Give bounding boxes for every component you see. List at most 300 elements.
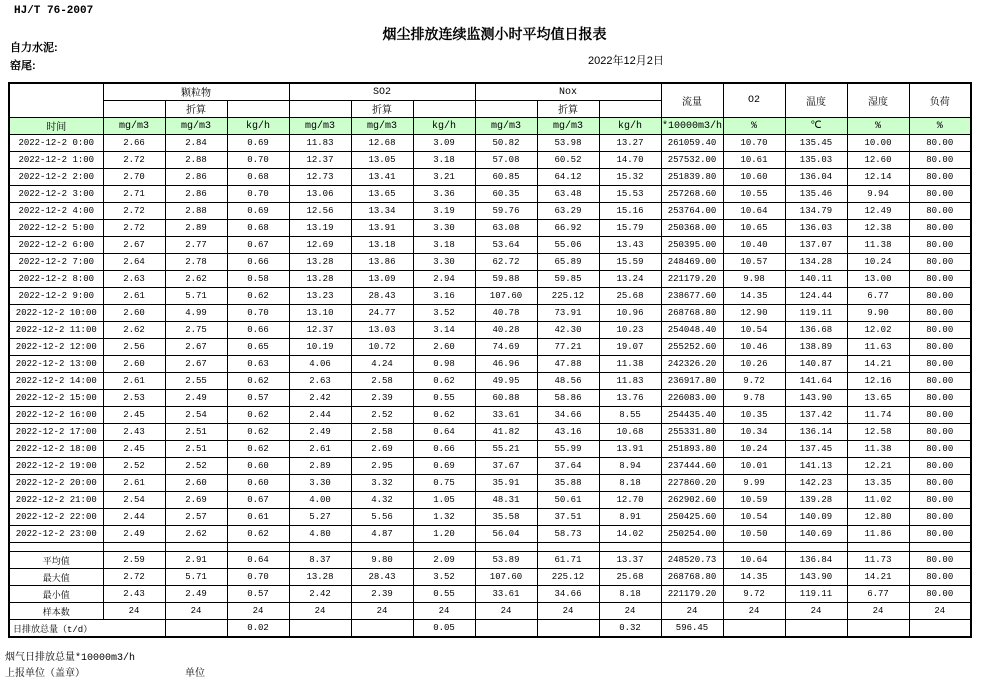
value-cell: 137.45 [785, 441, 847, 458]
value-cell: 251893.80 [661, 441, 723, 458]
value-cell: 2.70 [103, 169, 165, 186]
value-cell: 2.55 [165, 373, 227, 390]
value-cell: 2.52 [351, 407, 413, 424]
value-cell: 3.52 [413, 305, 475, 322]
value-cell: 10.57 [723, 254, 785, 271]
table-row [9, 186, 971, 203]
table-row [9, 152, 971, 169]
cell [103, 101, 165, 118]
value-cell: 2.62 [103, 322, 165, 339]
value-cell: 14.70 [599, 152, 661, 169]
value-cell: 8.18 [599, 586, 661, 603]
unit-cell: kg/h [413, 118, 475, 135]
value-cell: 80.00 [909, 237, 971, 254]
value-cell: 0.68 [227, 169, 289, 186]
value-cell: 141.64 [785, 373, 847, 390]
group-header-nox: Nox [475, 83, 661, 101]
value-cell: 143.90 [785, 569, 847, 586]
value-cell: 0.62 [413, 373, 475, 390]
value-cell: 28.43 [351, 569, 413, 586]
table-row [9, 407, 971, 424]
value-cell [289, 620, 351, 638]
cell [475, 543, 537, 552]
table-row [9, 288, 971, 305]
header-o2: O2 [723, 83, 785, 118]
value-cell: 80.00 [909, 203, 971, 220]
value-cell: 0.57 [227, 390, 289, 407]
value-cell: 135.46 [785, 186, 847, 203]
value-cell: 2.72 [103, 152, 165, 169]
value-cell: 60.85 [475, 169, 537, 186]
time-cell: 2022-12-2 7:00 [9, 254, 103, 271]
value-cell: 11.38 [847, 237, 909, 254]
time-cell: 2022-12-2 20:00 [9, 475, 103, 492]
value-cell: 12.58 [847, 424, 909, 441]
value-cell: 12.14 [847, 169, 909, 186]
table-row [9, 458, 971, 475]
value-cell: 8.37 [289, 552, 351, 569]
value-cell: 2.60 [103, 305, 165, 322]
value-cell: 2.60 [165, 475, 227, 492]
time-cell: 2022-12-2 13:00 [9, 356, 103, 373]
value-cell: 596.45 [661, 620, 723, 638]
value-cell: 0.98 [413, 356, 475, 373]
time-cell: 2022-12-2 0:00 [9, 135, 103, 152]
table-row [9, 322, 971, 339]
cell [785, 543, 847, 552]
value-cell: 237444.60 [661, 458, 723, 475]
value-cell: 0.60 [227, 475, 289, 492]
value-cell [847, 620, 909, 638]
value-cell: 63.48 [537, 186, 599, 203]
value-cell: 135.45 [785, 135, 847, 152]
value-cell: 66.92 [537, 220, 599, 237]
value-cell: 2.89 [289, 458, 351, 475]
cell [661, 543, 723, 552]
value-cell: 8.18 [599, 475, 661, 492]
value-cell: 12.16 [847, 373, 909, 390]
value-cell: 3.19 [413, 203, 475, 220]
value-cell: 254048.40 [661, 322, 723, 339]
value-cell: 10.19 [289, 339, 351, 356]
value-cell: 119.11 [785, 586, 847, 603]
unit-cell: % [723, 118, 785, 135]
group-header-particulate: 颗粒物 [103, 83, 289, 101]
cell [723, 543, 785, 552]
company-label: 自力水泥: [10, 42, 58, 54]
value-cell: 55.99 [537, 441, 599, 458]
value-cell: 50.82 [475, 135, 537, 152]
value-cell: 10.61 [723, 152, 785, 169]
value-cell: 3.09 [413, 135, 475, 152]
value-cell: 1.05 [413, 492, 475, 509]
table-row [9, 526, 971, 543]
time-cell: 2022-12-2 10:00 [9, 305, 103, 322]
time-cell: 2022-12-2 8:00 [9, 271, 103, 288]
value-cell: 15.53 [599, 186, 661, 203]
value-cell: 3.14 [413, 322, 475, 339]
page-title: 烟尘排放连续监测小时平均值日报表 [382, 26, 607, 42]
value-cell: 73.91 [537, 305, 599, 322]
value-cell: 134.28 [785, 254, 847, 271]
value-cell: 1.32 [413, 509, 475, 526]
value-cell: 2.60 [413, 339, 475, 356]
value-cell: 268768.80 [661, 305, 723, 322]
value-cell: 60.88 [475, 390, 537, 407]
value-cell: 0.70 [227, 569, 289, 586]
time-cell: 2022-12-2 14:00 [9, 373, 103, 390]
value-cell: 56.04 [475, 526, 537, 543]
value-cell: 2.69 [165, 492, 227, 509]
value-cell: 10.00 [847, 135, 909, 152]
value-cell: 2.42 [289, 390, 351, 407]
value-cell: 24.77 [351, 305, 413, 322]
cell [9, 543, 103, 552]
value-cell: 5.71 [165, 569, 227, 586]
value-cell: 25.68 [599, 569, 661, 586]
value-cell: 261059.40 [661, 135, 723, 152]
table-row [9, 441, 971, 458]
value-cell: 4.32 [351, 492, 413, 509]
value-cell: 2.09 [413, 552, 475, 569]
value-cell: 2.78 [165, 254, 227, 271]
value-cell: 0.67 [227, 237, 289, 254]
cell [599, 543, 661, 552]
value-cell: 0.63 [227, 356, 289, 373]
value-cell: 41.82 [475, 424, 537, 441]
value-cell: 10.72 [351, 339, 413, 356]
value-cell: 2.51 [165, 441, 227, 458]
value-cell: 0.61 [227, 509, 289, 526]
value-cell: 24 [227, 603, 289, 620]
cell [413, 543, 475, 552]
value-cell: 10.23 [599, 322, 661, 339]
value-cell: 77.21 [537, 339, 599, 356]
value-cell: 0.62 [227, 373, 289, 390]
value-cell [785, 620, 847, 638]
value-cell: 10.64 [723, 552, 785, 569]
value-cell: 6.77 [847, 288, 909, 305]
value-cell: 40.28 [475, 322, 537, 339]
value-cell: 2.88 [165, 152, 227, 169]
value-cell: 48.31 [475, 492, 537, 509]
cell [475, 101, 537, 118]
value-cell: 236917.80 [661, 373, 723, 390]
value-cell: 137.07 [785, 237, 847, 254]
value-cell: 10.68 [599, 424, 661, 441]
time-header: 时间 [9, 118, 103, 135]
value-cell: 53.98 [537, 135, 599, 152]
value-cell: 10.60 [723, 169, 785, 186]
value-cell: 2.63 [103, 271, 165, 288]
value-cell: 2.75 [165, 322, 227, 339]
value-cell: 13.10 [289, 305, 351, 322]
value-cell: 12.69 [289, 237, 351, 254]
value-cell: 2.51 [165, 424, 227, 441]
value-cell: 12.70 [599, 492, 661, 509]
value-cell: 13.09 [351, 271, 413, 288]
report-table [8, 82, 972, 638]
value-cell: 15.59 [599, 254, 661, 271]
value-cell: 60.52 [537, 152, 599, 169]
value-cell: 24 [661, 603, 723, 620]
value-cell: 4.80 [289, 526, 351, 543]
value-cell: 55.06 [537, 237, 599, 254]
table-row [9, 254, 971, 271]
value-cell: 251839.80 [661, 169, 723, 186]
daily-total-label: 日排放总量（t/d） [9, 620, 165, 638]
value-cell: 2.61 [103, 288, 165, 305]
header-flow: 流量 [661, 83, 723, 118]
value-cell: 0.62 [227, 441, 289, 458]
table-row [9, 237, 971, 254]
value-cell: 225.12 [537, 288, 599, 305]
value-cell: 37.64 [537, 458, 599, 475]
value-cell: 13.34 [351, 203, 413, 220]
value-cell: 80.00 [909, 169, 971, 186]
value-cell: 134.79 [785, 203, 847, 220]
value-cell: 11.38 [599, 356, 661, 373]
value-cell: 42.30 [537, 322, 599, 339]
value-cell: 12.38 [847, 220, 909, 237]
value-cell: 2.56 [103, 339, 165, 356]
value-cell: 13.41 [351, 169, 413, 186]
summary-label: 样本数 [9, 603, 103, 620]
value-cell: 2.58 [351, 424, 413, 441]
value-cell: 35.88 [537, 475, 599, 492]
value-cell [723, 620, 785, 638]
unit-cell: ℃ [785, 118, 847, 135]
value-cell: 11.38 [847, 441, 909, 458]
value-cell: 12.02 [847, 322, 909, 339]
value-cell: 2.61 [103, 373, 165, 390]
value-cell: 226083.00 [661, 390, 723, 407]
value-cell: 80.00 [909, 552, 971, 569]
value-cell: 221179.20 [661, 586, 723, 603]
value-cell: 0.69 [227, 135, 289, 152]
value-cell: 80.00 [909, 288, 971, 305]
value-cell: 0.70 [227, 152, 289, 169]
value-cell: 80.00 [909, 305, 971, 322]
value-cell: 0.70 [227, 186, 289, 203]
value-cell: 0.55 [413, 390, 475, 407]
header-temperature: 温度 [785, 83, 847, 118]
value-cell: 136.14 [785, 424, 847, 441]
value-cell: 80.00 [909, 339, 971, 356]
value-cell: 4.99 [165, 305, 227, 322]
value-cell: 3.30 [413, 254, 475, 271]
value-cell: 80.00 [909, 271, 971, 288]
value-cell: 2.44 [103, 509, 165, 526]
value-cell: 80.00 [909, 475, 971, 492]
time-cell: 2022-12-2 9:00 [9, 288, 103, 305]
value-cell: 8.55 [599, 407, 661, 424]
value-cell: 255331.80 [661, 424, 723, 441]
header-humidity: 湿度 [847, 83, 909, 118]
value-cell: 60.35 [475, 186, 537, 203]
value-cell: 268768.80 [661, 569, 723, 586]
value-cell: 2.67 [165, 339, 227, 356]
value-cell: 50.61 [537, 492, 599, 509]
table-row [9, 373, 971, 390]
value-cell: 58.73 [537, 526, 599, 543]
summary-row [9, 569, 971, 586]
value-cell: 138.89 [785, 339, 847, 356]
value-cell: 143.90 [785, 390, 847, 407]
value-cell: 10.24 [847, 254, 909, 271]
value-cell: 0.57 [227, 586, 289, 603]
time-cell: 2022-12-2 11:00 [9, 322, 103, 339]
value-cell: 248520.73 [661, 552, 723, 569]
value-cell: 80.00 [909, 458, 971, 475]
value-cell: 4.06 [289, 356, 351, 373]
value-cell: 2.53 [103, 390, 165, 407]
value-cell: 13.18 [351, 237, 413, 254]
summary-row [9, 552, 971, 569]
value-cell: 2.67 [103, 237, 165, 254]
value-cell: 0.66 [227, 254, 289, 271]
value-cell: 58.86 [537, 390, 599, 407]
value-cell: 12.21 [847, 458, 909, 475]
time-cell: 2022-12-2 23:00 [9, 526, 103, 543]
value-cell: 238677.60 [661, 288, 723, 305]
time-header-spacer [9, 83, 103, 118]
value-cell: 9.99 [723, 475, 785, 492]
value-cell: 40.78 [475, 305, 537, 322]
value-cell: 2.86 [165, 169, 227, 186]
value-cell: 250425.60 [661, 509, 723, 526]
table-row [9, 509, 971, 526]
value-cell: 74.69 [475, 339, 537, 356]
cell [599, 101, 661, 118]
value-cell: 61.71 [537, 552, 599, 569]
group-header-so2: SO2 [289, 83, 475, 101]
unit-cell: *10000m3/h [661, 118, 723, 135]
converted-header-nox: 折算 [537, 101, 599, 118]
unit-cell: kg/h [599, 118, 661, 135]
value-cell: 14.21 [847, 569, 909, 586]
table-row [9, 390, 971, 407]
value-cell: 24 [289, 603, 351, 620]
cell [537, 543, 599, 552]
value-cell: 2.77 [165, 237, 227, 254]
value-cell: 12.90 [723, 305, 785, 322]
value-cell: 9.80 [351, 552, 413, 569]
value-cell: 13.37 [599, 552, 661, 569]
value-cell: 2.59 [103, 552, 165, 569]
value-cell: 10.54 [723, 322, 785, 339]
value-cell: 80.00 [909, 152, 971, 169]
value-cell: 24 [723, 603, 785, 620]
value-cell: 13.28 [289, 271, 351, 288]
value-cell: 13.35 [847, 475, 909, 492]
value-cell: 80.00 [909, 424, 971, 441]
value-cell: 2.66 [103, 135, 165, 152]
value-cell: 0.64 [227, 552, 289, 569]
value-cell: 248469.00 [661, 254, 723, 271]
converted-header-particulate: 折算 [165, 101, 227, 118]
report-date: 2022年12月2日 [588, 55, 664, 67]
time-cell: 2022-12-2 3:00 [9, 186, 103, 203]
value-cell: 137.42 [785, 407, 847, 424]
value-cell: 33.61 [475, 407, 537, 424]
value-cell: 80.00 [909, 441, 971, 458]
value-cell: 0.02 [227, 620, 289, 638]
value-cell: 24 [537, 603, 599, 620]
value-cell: 2.45 [103, 441, 165, 458]
cell [289, 543, 351, 552]
value-cell: 13.65 [351, 186, 413, 203]
summary-label: 平均值 [9, 552, 103, 569]
value-cell: 8.91 [599, 509, 661, 526]
value-cell: 2.72 [103, 203, 165, 220]
value-cell: 3.32 [351, 475, 413, 492]
time-cell: 2022-12-2 6:00 [9, 237, 103, 254]
summary-row [9, 586, 971, 603]
value-cell: 15.32 [599, 169, 661, 186]
value-cell: 242326.20 [661, 356, 723, 373]
value-cell: 2.43 [103, 586, 165, 603]
value-cell: 34.66 [537, 586, 599, 603]
table-row [9, 271, 971, 288]
value-cell: 0.62 [227, 407, 289, 424]
value-cell: 10.70 [723, 135, 785, 152]
unit-cell: mg/m3 [351, 118, 413, 135]
value-cell: 24 [475, 603, 537, 620]
value-cell: 1.20 [413, 526, 475, 543]
cell [103, 543, 165, 552]
value-cell: 43.16 [537, 424, 599, 441]
value-cell: 80.00 [909, 509, 971, 526]
footer-reporting-unit: 上报单位（盖章） [5, 668, 85, 679]
value-cell: 9.94 [847, 186, 909, 203]
value-cell: 2.61 [103, 475, 165, 492]
value-cell: 2.62 [165, 526, 227, 543]
value-cell: 2.95 [351, 458, 413, 475]
value-cell: 141.13 [785, 458, 847, 475]
value-cell: 3.36 [413, 186, 475, 203]
value-cell: 15.16 [599, 203, 661, 220]
value-cell: 0.65 [227, 339, 289, 356]
value-cell: 0.32 [599, 620, 661, 638]
value-cell: 34.66 [537, 407, 599, 424]
value-cell: 140.11 [785, 271, 847, 288]
value-cell: 2.39 [351, 586, 413, 603]
value-cell: 2.88 [165, 203, 227, 220]
value-cell: 10.34 [723, 424, 785, 441]
unit-cell: kg/h [227, 118, 289, 135]
value-cell: 0.66 [227, 322, 289, 339]
value-cell: 2.42 [289, 586, 351, 603]
value-cell [909, 620, 971, 638]
value-cell: 136.03 [785, 220, 847, 237]
value-cell: 0.68 [227, 220, 289, 237]
value-cell: 9.98 [723, 271, 785, 288]
value-cell: 62.72 [475, 254, 537, 271]
value-cell: 35.91 [475, 475, 537, 492]
value-cell: 24 [351, 603, 413, 620]
value-cell: 10.54 [723, 509, 785, 526]
footer-unit-label: 单位 [185, 668, 205, 679]
value-cell: 2.54 [165, 407, 227, 424]
value-cell: 11.83 [289, 135, 351, 152]
value-cell: 10.59 [723, 492, 785, 509]
value-cell: 63.08 [475, 220, 537, 237]
value-cell: 13.23 [289, 288, 351, 305]
time-cell: 2022-12-2 2:00 [9, 169, 103, 186]
value-cell: 0.66 [413, 441, 475, 458]
value-cell: 254435.40 [661, 407, 723, 424]
